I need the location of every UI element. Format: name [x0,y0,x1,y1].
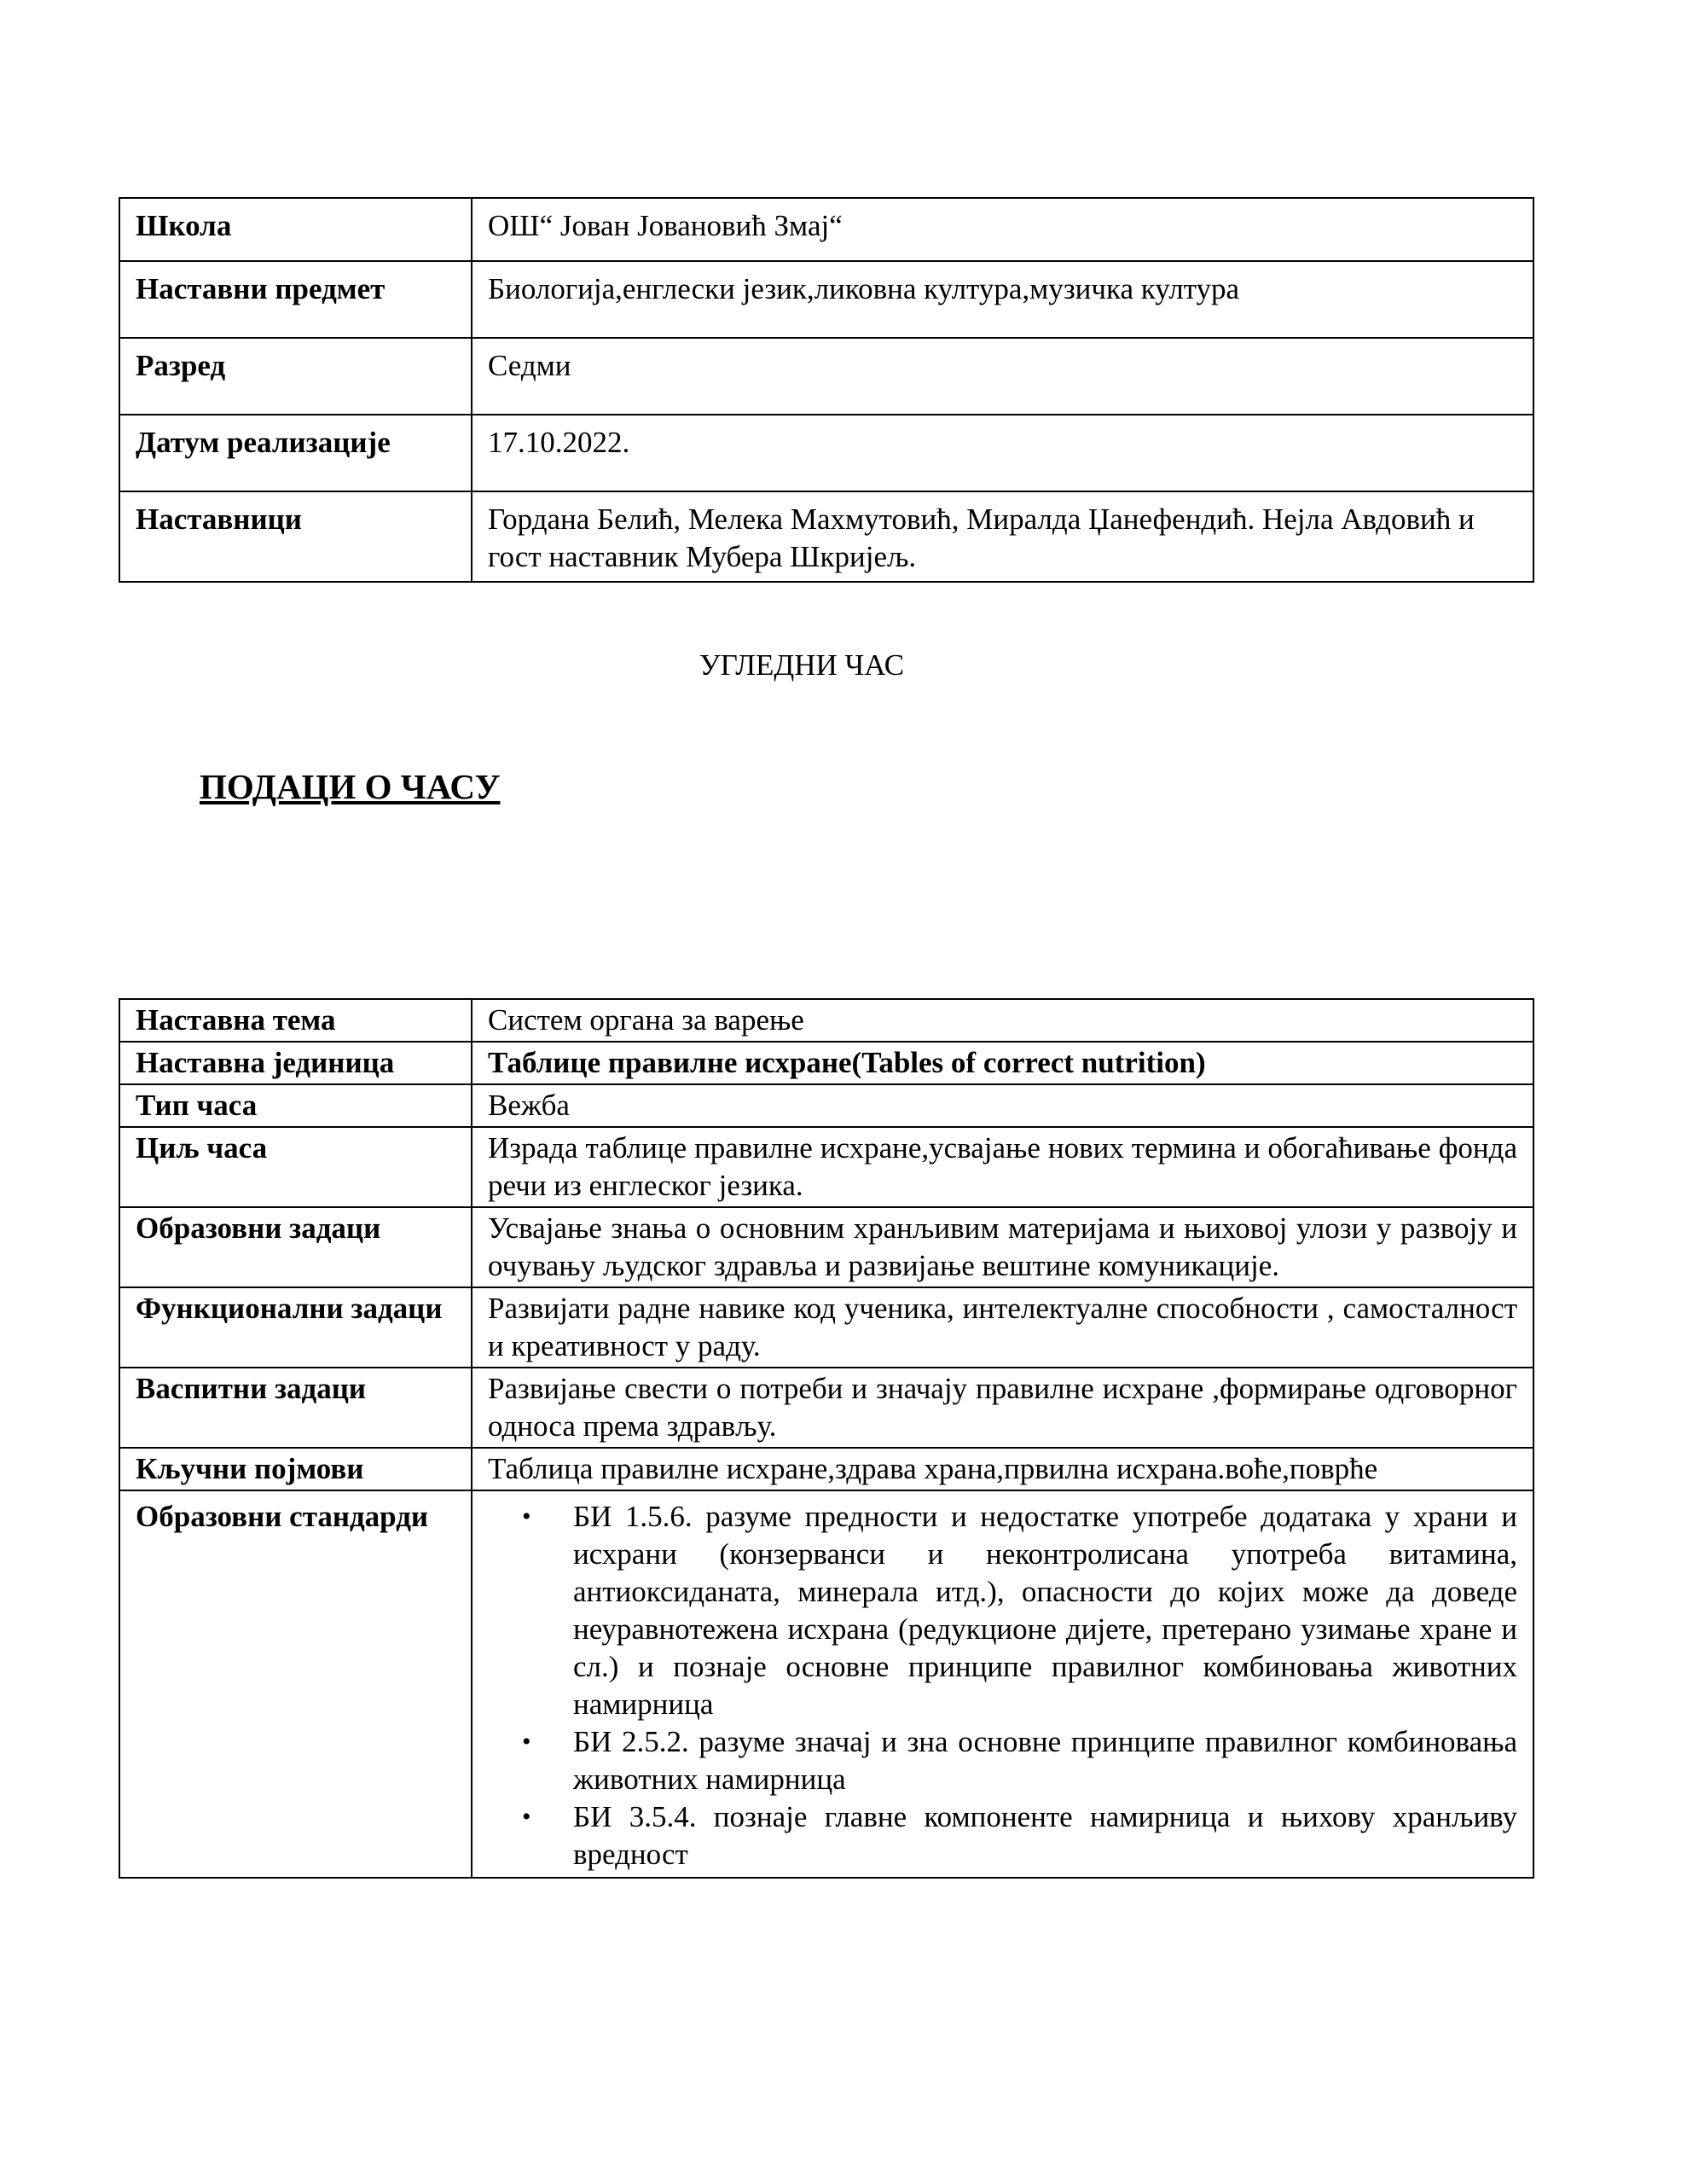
bullet-icon: • [522,1502,531,1531]
section-heading: ПОДАЦИ О ЧАСУ [200,767,501,806]
list-item [522,1723,1517,1798]
row-value: Развијање свести о потреби и значају правилне исхране ,формирање одговорног односа према здрављу. [472,1368,1533,1448]
row-value: Израда таблице правилне исхране,усвајање нових термина и обогаћивање фонда речи из енглеског језика. [472,1127,1533,1207]
row-label: Циљ часа [119,1127,472,1207]
lesson-details-table [119,998,1534,1879]
row-label: Образовни задаци [119,1207,472,1287]
row-value: Усвајање знања о основним хранљивим материјама и њиховој улози у развоју и очувању људског здравља и развијање вештине комуникације. [472,1207,1533,1287]
standards-list [488,1498,1517,1873]
row-label: Образовни стандарди [119,1490,472,1878]
table-row [119,1042,1533,1084]
row-label: Кључни појмови [119,1448,472,1490]
bullet-icon: • [522,1728,531,1756]
table-row [119,999,1533,1042]
row-label: Наставна јединица [119,1042,472,1084]
row-label: Васпитни задаци [119,1368,472,1448]
table-row [119,1368,1533,1448]
list-item [522,1498,1517,1723]
row-label: Наставни предмет [119,261,472,338]
standard-text: БИ 3.5.4. познаје главне компоненте намирница и њихову хранљиву вредност [573,1800,1517,1871]
row-label: Школа [119,198,472,261]
table-row [119,1207,1533,1287]
row-value: Таблица правилне исхране,здрава храна,првилна исхрана.воће,поврће [472,1448,1533,1490]
standard-text: БИ 2.5.2. разуме значај и зна основне принципе правилног комбиновања животних намирница [573,1725,1517,1796]
table-row [119,338,1533,415]
table-row [119,1127,1533,1207]
row-value: Развијати радне навике код ученика, интелектуалне способности , самосталност и креативност у раду. [472,1287,1533,1368]
row-value: Систем органа за варење [472,999,1533,1042]
row-value: ОШ“ Јован Јовановић Змај“ [472,198,1533,261]
table-row [119,1490,1533,1878]
table-row [119,1448,1533,1490]
row-label: Функционални задаци [119,1287,472,1368]
row-value: Гордана Белић, Мелека Махмутовић, Миралда Џанефендић. Нејла Авдовић и гост наставник Мубера Шкријељ. [472,491,1533,582]
row-label: Наставници [119,491,472,582]
standards-cell [472,1490,1533,1878]
row-value: Вежба [472,1084,1533,1127]
list-item [522,1798,1517,1873]
document-title: УГЛЕДНИ ЧАС [699,648,905,682]
bullet-icon: • [522,1803,531,1831]
row-label: Разред [119,338,472,415]
row-value: 17.10.2022. [472,415,1533,491]
table-row [119,198,1533,261]
row-label: Тип часа [119,1084,472,1127]
row-value: Седми [472,338,1533,415]
row-label: Датум реализације [119,415,472,491]
row-value: Таблице правилне исхране(Tables of correct nutrition) [472,1042,1533,1084]
table-row [119,415,1533,491]
school-info-table [119,197,1534,583]
row-value: Биологија,енглески језик,ликовна култура,музичка култура [472,261,1533,338]
table-row [119,1084,1533,1127]
standard-text: БИ 1.5.6. разуме предности и недостатке употребе додатака у храни и исхрани (конзерванси и неконтролисана употреба витамина, антиоксиданата, минерала итд.), опасности до којих може да доведе неуравнотежена исхрана (редукционе дијете, претерано узимање хране и сл.) и познаје основне принципе правилног комбиновања животних намирница [573,1500,1517,1721]
table-row [119,491,1533,582]
table-row [119,261,1533,338]
row-label: Наставна тема [119,999,472,1042]
table-row [119,1287,1533,1368]
